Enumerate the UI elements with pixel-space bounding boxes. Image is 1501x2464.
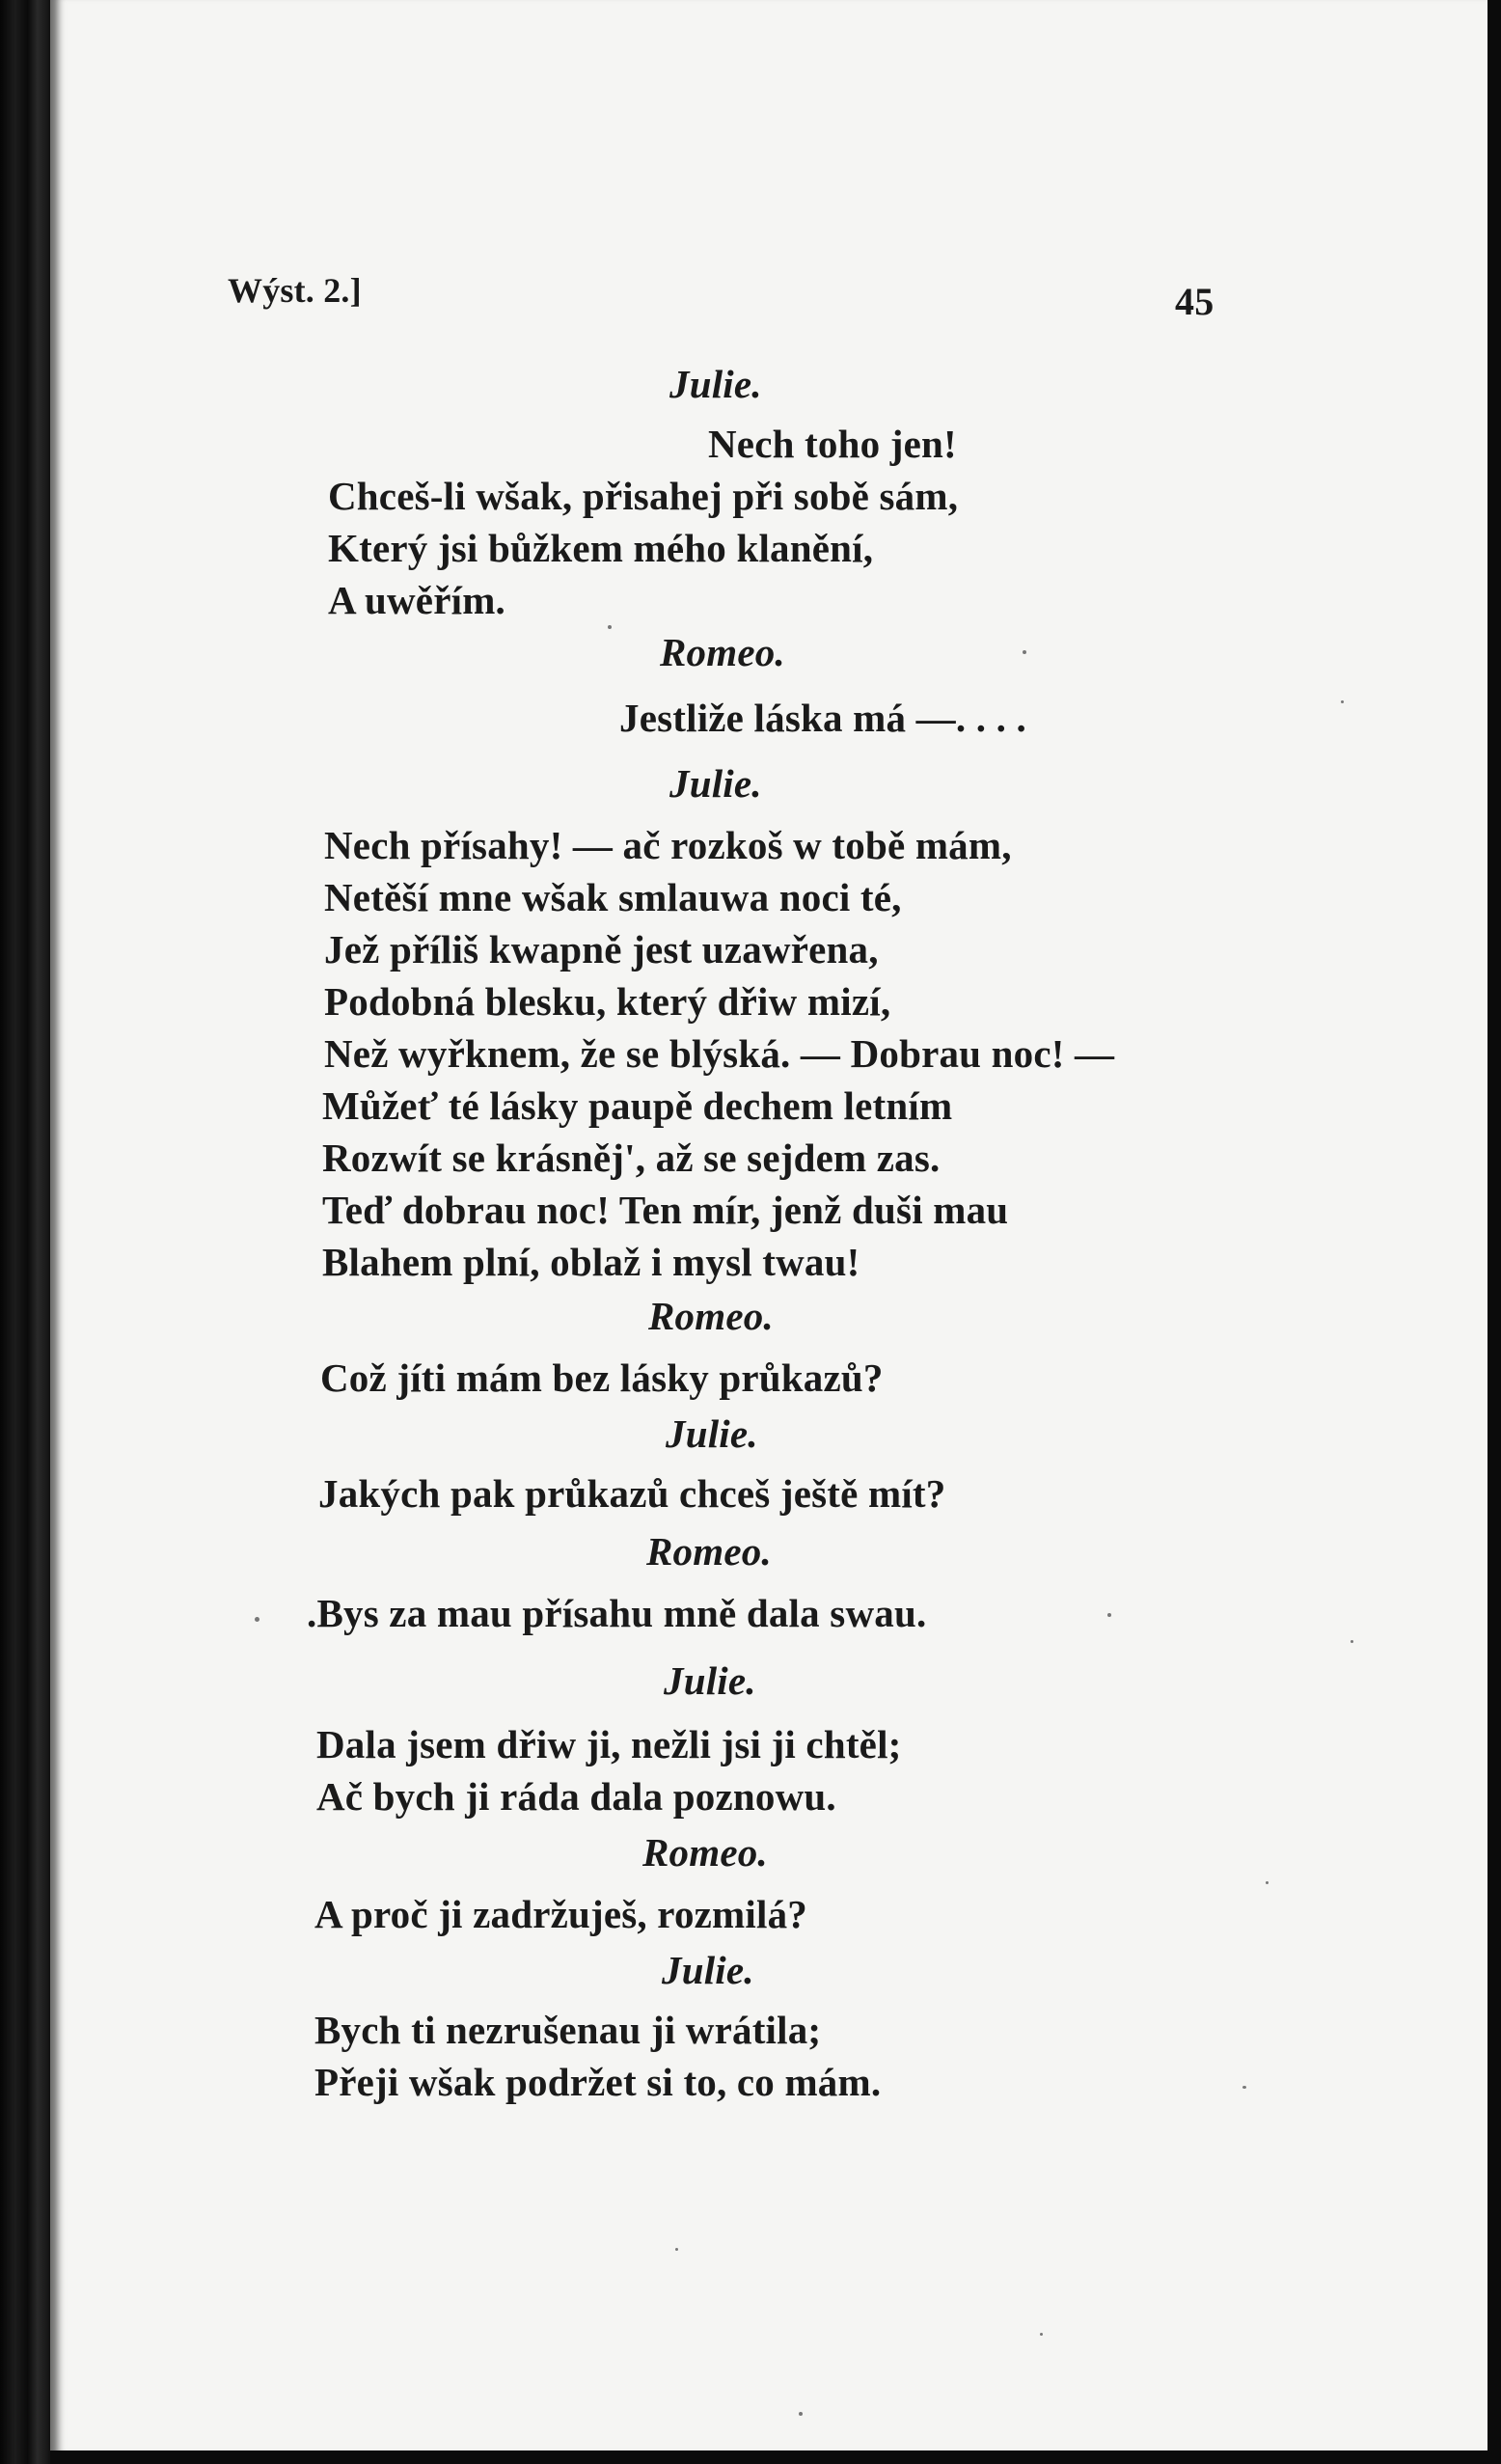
verse-line: Teď dobrau noc! Ten mír, jenž duši mau (322, 1188, 1009, 1232)
scan-speck (1242, 2086, 1246, 2089)
scan-speck (1341, 700, 1344, 703)
speaker-name: Romeo. (646, 1529, 772, 1574)
verse-line: Přeji wšak podržet si to, co mám. (314, 2060, 882, 2104)
verse-line: Bych ti nezrušenau ji wrátila; (314, 2008, 822, 2052)
verse-line: Můžeť té lásky paupě dechem letním (322, 1083, 953, 1128)
speaker-name: Romeo. (648, 1294, 774, 1338)
speaker-name: Julie. (669, 761, 762, 806)
scan-speck (1351, 1640, 1353, 1643)
verse-line: Nech toho jen! (708, 422, 957, 466)
scan-speck (1266, 1881, 1269, 1884)
scan-speck (1023, 650, 1026, 654)
speaker-name: Julie. (666, 1411, 758, 1456)
scan-speck (675, 2248, 678, 2251)
verse-line: A uwěřím. (328, 578, 505, 622)
speaker-name: Julie. (662, 1948, 754, 1992)
scan-speck (1040, 2333, 1043, 2336)
verse-line: Který jsi bůžkem mého klanění, (328, 526, 874, 570)
speaker-name: Romeo. (660, 630, 785, 674)
scan-speck (255, 1617, 259, 1622)
speaker-name: Julie. (664, 1658, 756, 1703)
verse-line: Než wyřknem, že se blýská. — Dobrau noc! — (324, 1031, 1115, 1076)
verse-line: .Bys za mau přísahu mně dala swau. (307, 1591, 927, 1635)
verse-line: Jakých pak průkazů chceš ještě mít? (318, 1471, 946, 1516)
verse-line: Jež příliš kwapně jest uzawřena, (324, 927, 879, 972)
verse-line: A proč ji zadržuješ, rozmilá? (314, 1892, 807, 1936)
verse-line: Blahem plní, oblaž i mysl twau! (322, 1240, 860, 1284)
speaker-name: Julie. (669, 362, 762, 406)
scan-speck (1107, 1613, 1111, 1617)
speaker-name: Romeo. (642, 1830, 768, 1875)
verse-line: Netěší mne wšak smlauwa noci té, (324, 875, 902, 919)
verse-line: Nech přísahy! — ač rozkoš w tobě mám, (324, 823, 1012, 867)
verse-line: Dala jsem dřiw ji, nežli jsi ji chtěl; (316, 1722, 902, 1766)
verse-line: Podobná blesku, který dřiw mizí, (324, 979, 891, 1024)
verse-line: Což jíti mám bez lásky průkazů? (320, 1355, 884, 1400)
verse-line: Ač bych ji ráda dala poznowu. (316, 1774, 836, 1819)
page-number: 45 (1175, 280, 1214, 323)
scan-speck (608, 625, 612, 629)
running-header-section: Wýst. 2.] (228, 271, 362, 310)
verse-line: Jestliže láska má —. . . . (619, 696, 1026, 740)
verse-line: Chceš-li wšak, přisahej při sobě sám, (328, 474, 959, 518)
scan-speck (799, 2412, 803, 2416)
verse-line: Rozwít se krásněj', až se sejdem zas. (322, 1136, 941, 1180)
book-spine-edge (0, 0, 50, 2464)
